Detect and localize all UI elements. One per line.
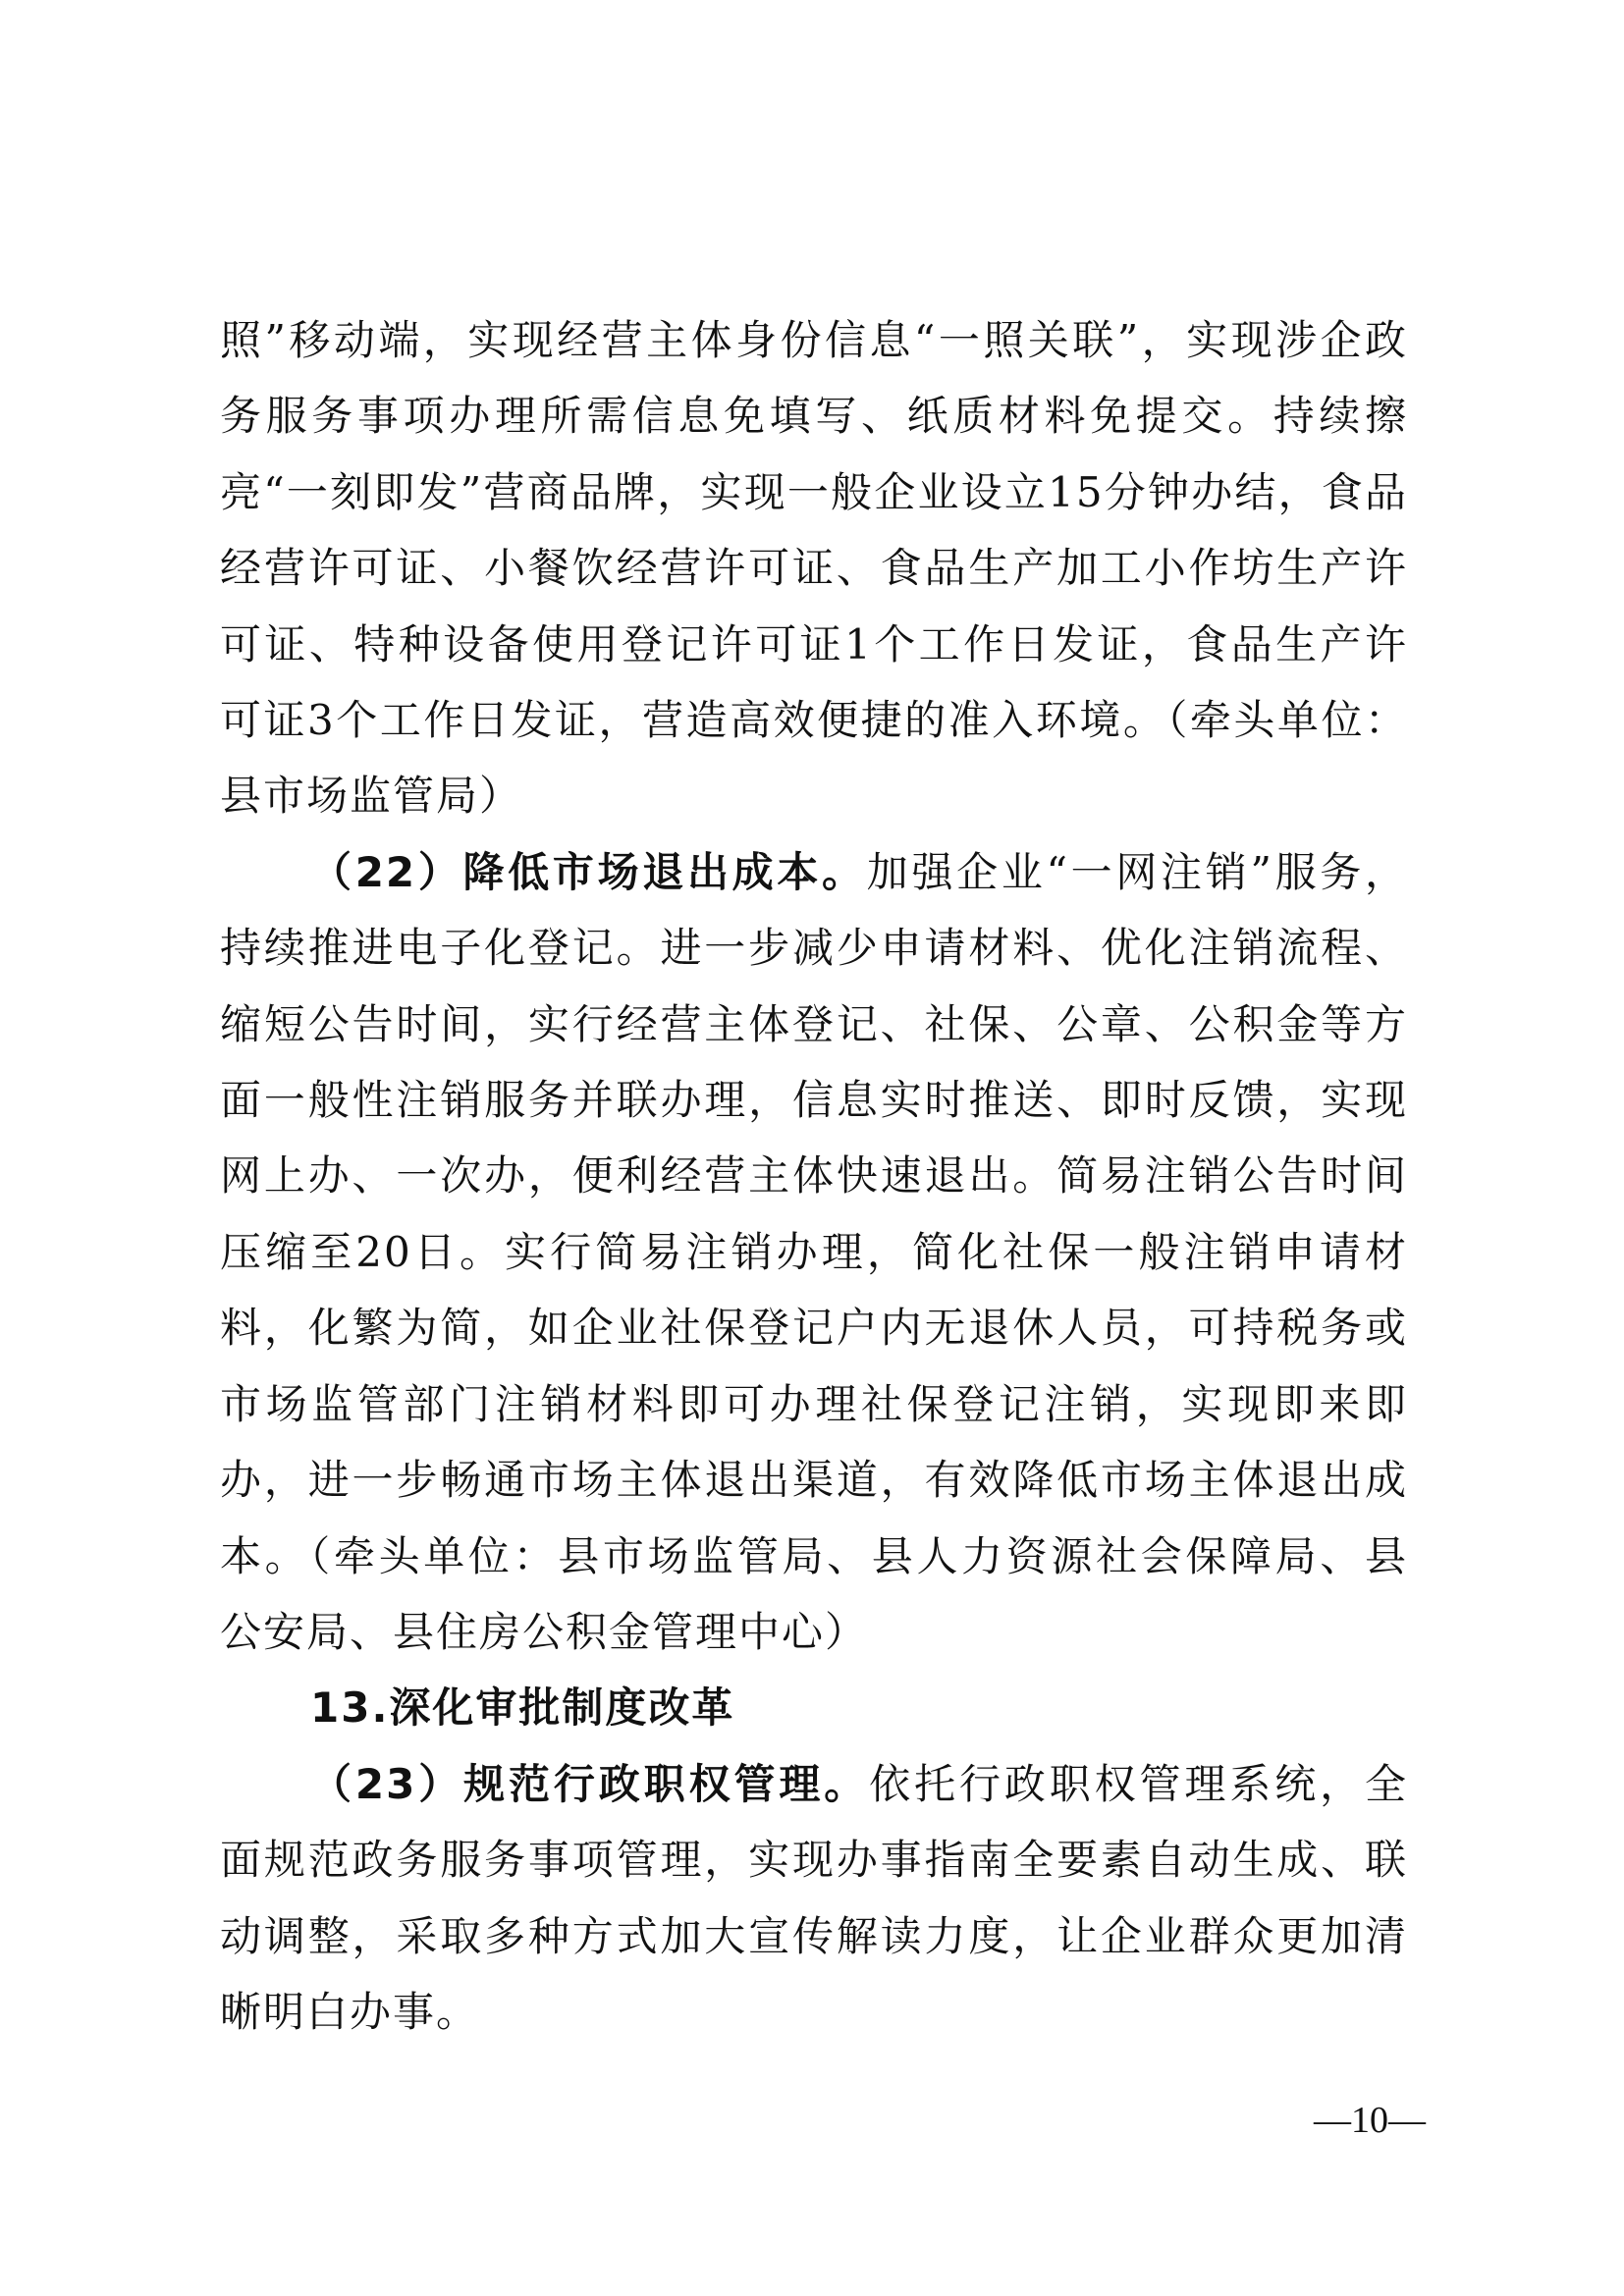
paragraph-administrative-power <box>220 1746 1408 2051</box>
section-heading-22: （22）降低市场退出成本。 <box>310 847 867 896</box>
paragraph-market-exit-text: 加强企业“一网注销”服务，持续推进电子化登记。进一步减少申请材料、优化注销流程、缩短公告时间，实行经营主体登记、社保、公章、公积金等方面一般性注销服务并联办理，信息实时推送、即时反馈，实现网上办、一次办，便利经营主体快速退出。简易注销公告时间压缩至20日。实行简易注销办理，简化社保一般注销申请材料，化繁为简，如企业社保登记户内无退休人员，可持税务或市场监管部门注销材料即可办理社保登记注销，实现即来即办，进一步畅通市场主体退出渠道，有效降低市场主体退出成本。（牵头单位：县市场监管局、县人力资源社会保障局、县公安局、县住房公积金管理中心） <box>220 847 1408 1656</box>
section-heading-23: （23）规范行政职权管理。 <box>310 1759 870 1808</box>
paragraph-market-exit <box>220 834 1408 1670</box>
paragraph-market-entry: 照”移动端，实现经营主体身份信息“一照关联”，实现涉企政务服务事项办理所需信息免填写、纸质材料免提交。持续擦亮“一刻即发”营商品牌，实现一般企业设立15分钟办结，食品经营许可证、小餐饮经营许可证、食品生产加工小作坊生产许可证、特种设备使用登记许可证1个工作日发证，食品生产许可证3个工作日发证，营造高效便捷的准入环境。（牵头单位：县市场监管局） <box>220 316 1408 821</box>
document-body <box>220 302 1408 2050</box>
page-number: —10— <box>1314 2100 1426 2141</box>
paragraph-administrative-power-text: 依托行政职权管理系统，全面规范政务服务事项管理，实现办事指南全要素自动生成、联动调整，采取多种方式加大宣传解读力度，让企业群众更加清晰明白办事。 <box>220 1759 1408 2036</box>
section-heading-13: 13.深化审批制度改革 <box>310 1683 735 1733</box>
